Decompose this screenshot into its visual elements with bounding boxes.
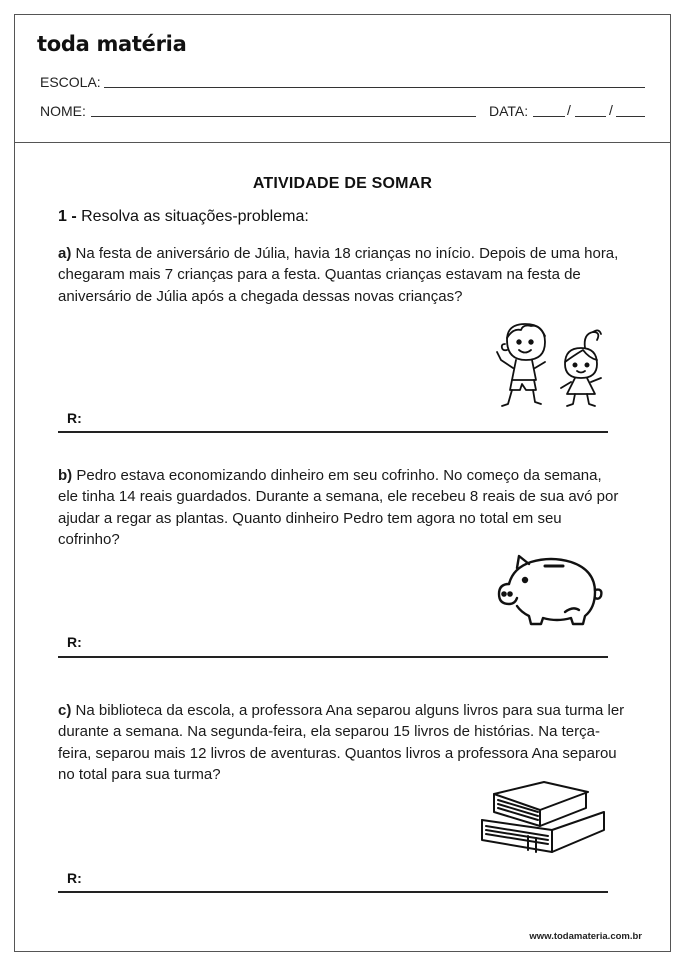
answer-label: R: <box>67 634 82 650</box>
date-label: DATA: <box>489 103 529 119</box>
problem-c <box>58 700 628 785</box>
problem-text-line: chegaram mais 7 crianças para a festa. Quantas crianças estavam na festa de <box>58 266 581 284</box>
name-label: NOME: <box>40 103 86 119</box>
problem-text-line: no total para sua turma? <box>58 765 221 783</box>
problem-text-line: aniversário de Júlia após a chegada dessas novas crianças? <box>58 287 463 305</box>
question-text: Resolva as situações-problema: <box>81 208 309 225</box>
answer-label: R: <box>67 410 82 426</box>
date-year-field[interactable] <box>616 116 645 117</box>
books-icon <box>478 778 608 868</box>
answer-line-b[interactable] <box>58 656 608 658</box>
problem-text-line: durante a semana. Na segunda-feira, ela separou 15 livros de histórias. Na terça- <box>58 723 600 741</box>
activity-title: ATIVIDADE DE SOMAR <box>252 175 433 192</box>
problem-text-line: Na biblioteca da escola, a professora Ana separou alguns livros para sua turma ler <box>75 702 625 719</box>
logo: toda matéria <box>37 32 187 56</box>
date-month-field[interactable] <box>575 116 606 117</box>
problem-text-line: feira, separou mais 12 livros de aventuras. Quantos livros a professora Ana separou <box>58 744 617 762</box>
problem-text-line: Pedro estava economizando dinheiro em seu cofrinho. No começo da semana, <box>76 467 602 484</box>
problem-letter: c) <box>58 702 72 719</box>
date-day-field[interactable] <box>533 116 565 117</box>
footer-url[interactable]: www.todamateria.com.br <box>529 931 642 942</box>
answer-line-a[interactable] <box>58 431 608 433</box>
problem-text-line: ele tinha 14 reais guardados. Durante a semana, ele recebeu 8 reais de sua avó por <box>58 488 619 506</box>
name-field[interactable] <box>91 116 476 117</box>
date-separator: / <box>567 102 571 118</box>
school-field[interactable] <box>104 87 645 88</box>
question-number: 1 - <box>58 208 77 225</box>
header-divider <box>14 142 671 143</box>
date-separator: / <box>609 102 613 118</box>
problem-b <box>58 465 628 550</box>
children-icon <box>493 318 613 416</box>
problem-a <box>58 243 628 307</box>
problem-letter: a) <box>58 245 72 262</box>
answer-label: R: <box>67 870 82 886</box>
school-label: ESCOLA: <box>40 74 101 90</box>
problem-text-line: Na festa de aniversário de Júlia, havia 18 crianças no início. Depois de uma hora, <box>75 245 619 262</box>
problem-text-line: ajudar a regar as plantas. Quanto dinheiro Pedro tem agora no total em seu <box>58 509 562 527</box>
answer-line-c[interactable] <box>58 891 608 893</box>
piggy-bank-icon <box>495 550 605 636</box>
problem-letter: b) <box>58 467 73 484</box>
problem-text-line: cofrinho? <box>58 530 120 548</box>
question-intro <box>58 208 309 226</box>
